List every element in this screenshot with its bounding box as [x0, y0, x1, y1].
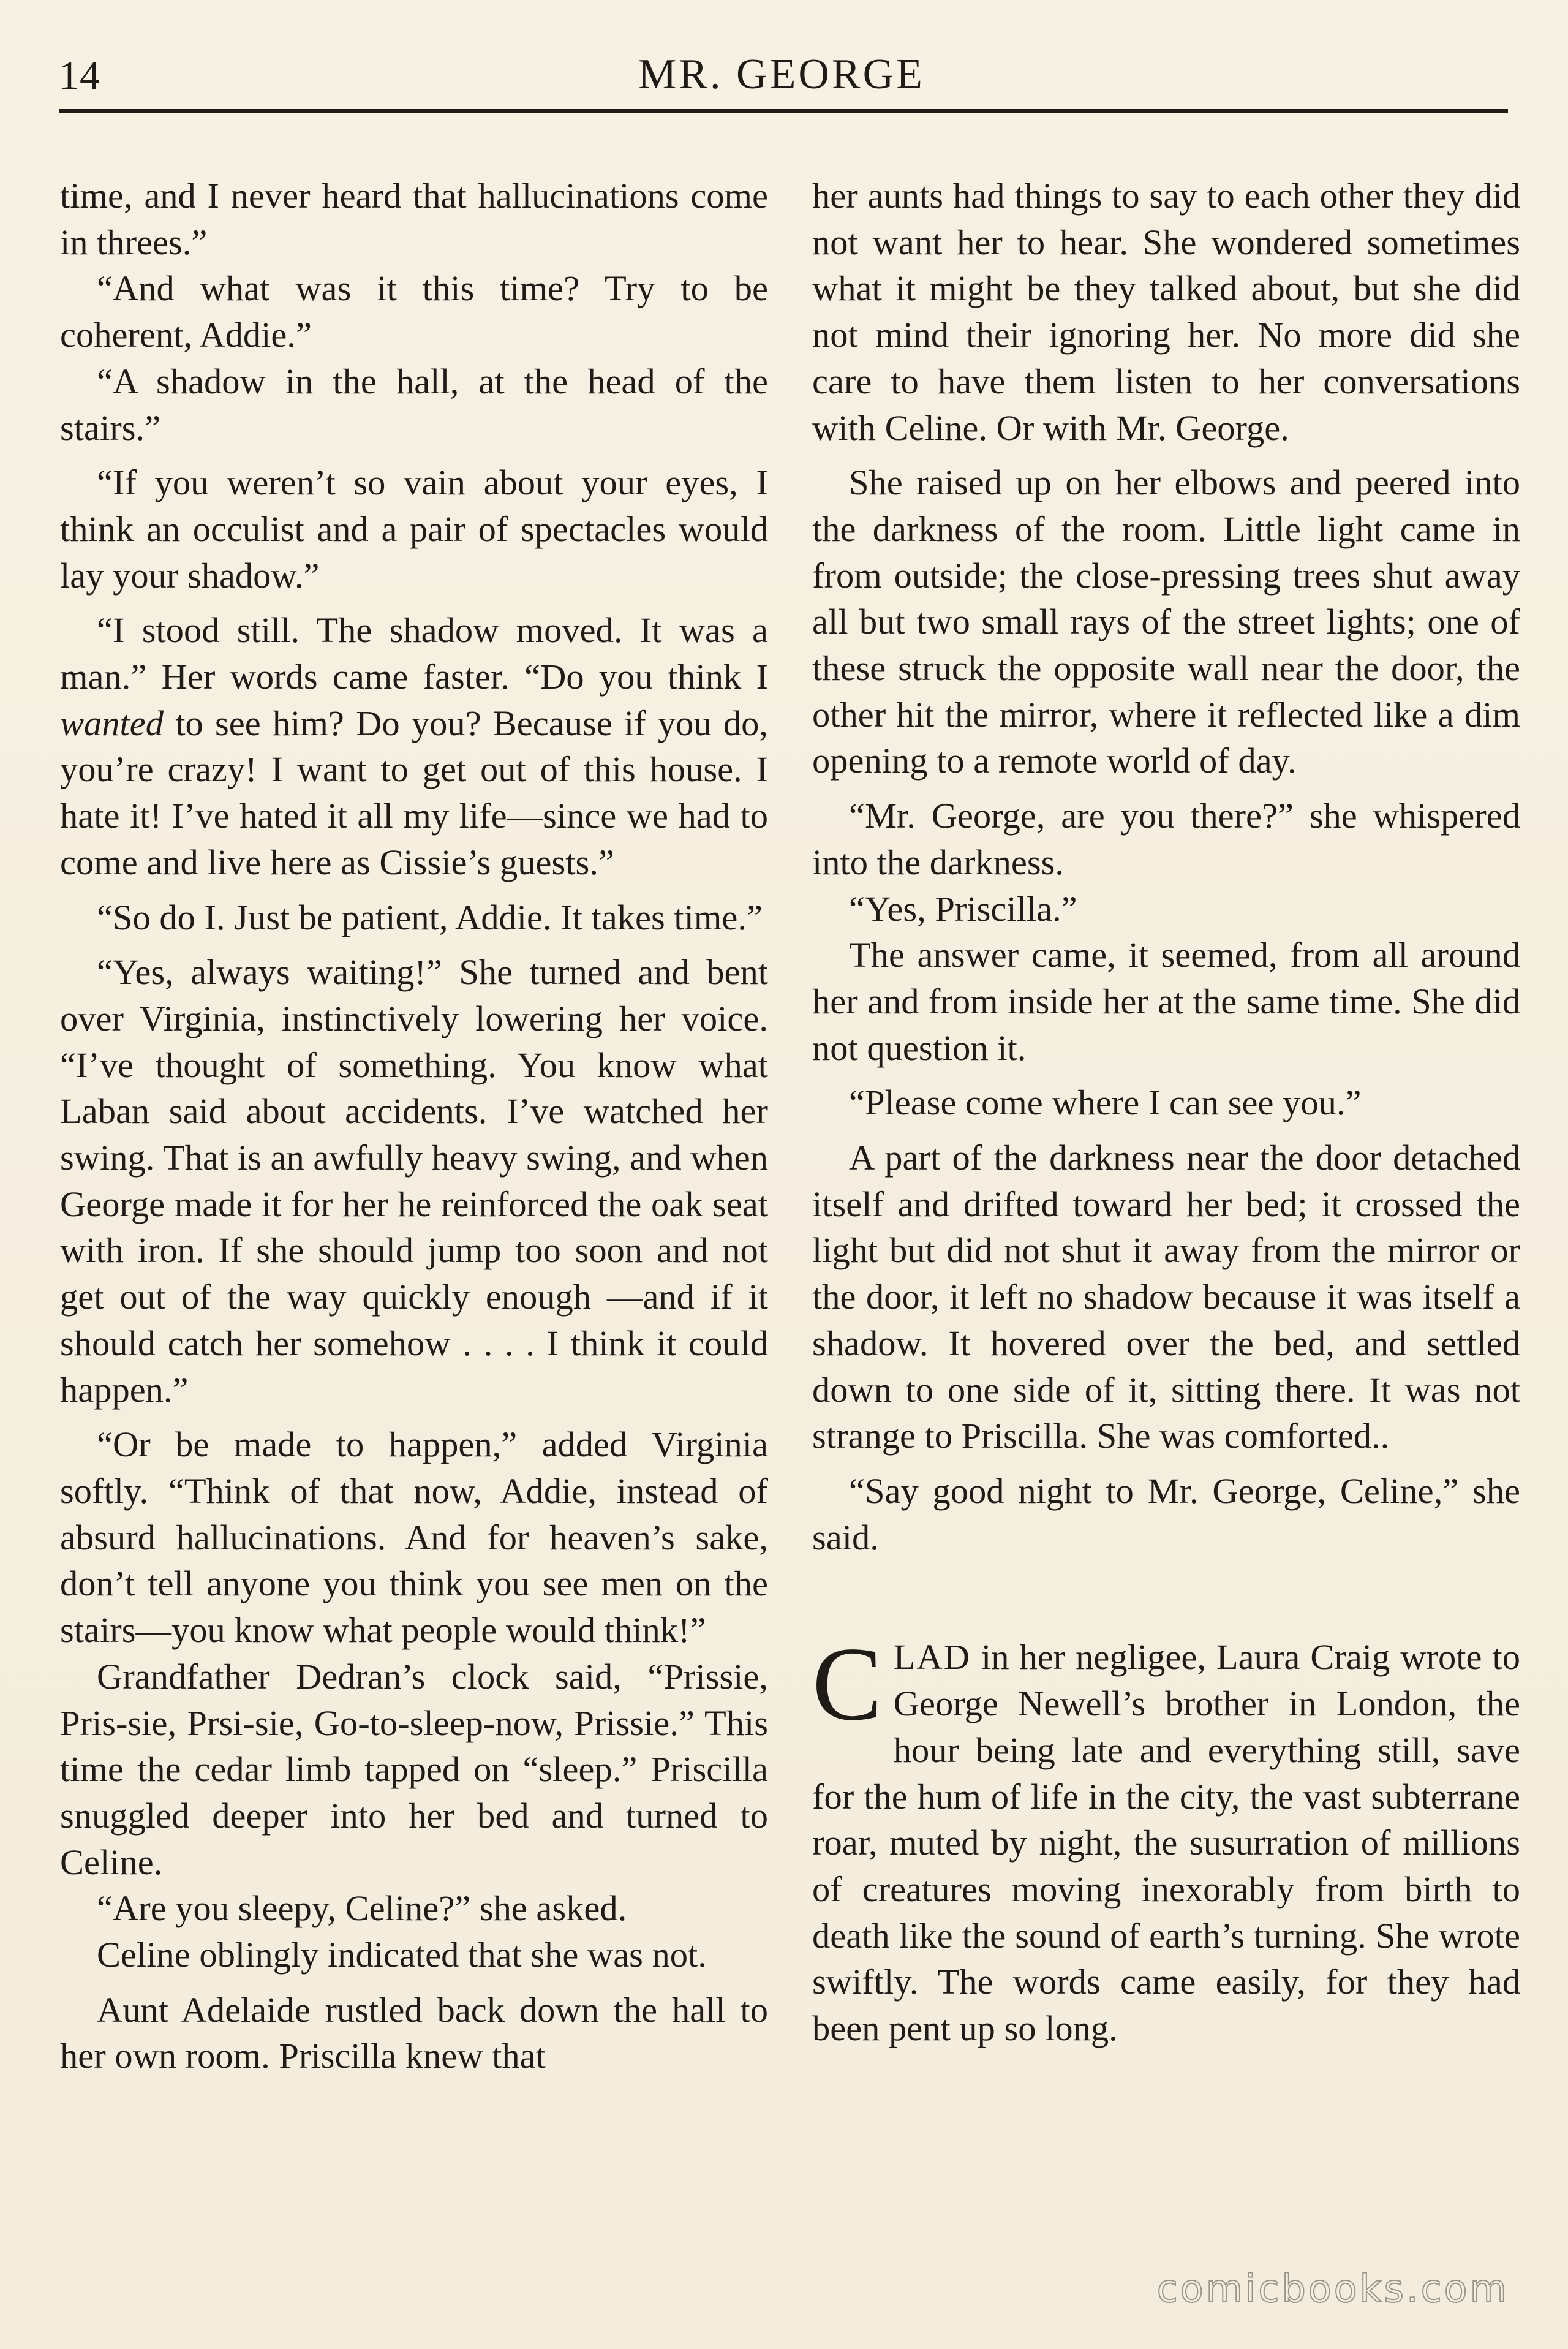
left-column: [60, 173, 768, 2079]
small-caps-lead: LAD: [893, 1637, 971, 1678]
paragraph: A part of the darkness near the door detached itself and drifted toward her bed; it crossed the light but did not shut it away from the mirror or the door, it left no shadow because it was itself a shadow. It hovered over the bed, and settled down to one side of it, sitting there. It was not strange to Priscilla. She was comforted..: [812, 1138, 1520, 1456]
paragraph: Grandfather Dedran’s clock said, “Prissie, Pris-sie, Prsi-sie, Go-to-sleep-now, Prissie.” This time the cedar limb tapped on “sleep.” Priscilla snuggled deeper into her bed and turned to Celine.: [60, 1656, 768, 1882]
drop-cap: C: [812, 1626, 883, 1743]
paragraph: Aunt Adelaide rustled back down the hall to her own room. Priscilla knew that: [60, 1989, 768, 2076]
paragraph: Celine oblingly indicated that she was not.: [97, 1935, 707, 1975]
paragraph: time, and I never heard that hallucinations come in threes.”: [60, 176, 768, 262]
watermark: comicbooks.com: [1156, 2266, 1509, 2311]
paragraph: She raised up on her elbows and peered into the darkness of the room. Little light came in from outside; the close-pressing trees shut away all but two small rays of the street lights; one of these struck the opposite wall near the door, the other hit the mirror, where it reflected like a dim opening to a remote world of day.: [812, 463, 1520, 781]
section-opening-paragraph: [812, 1626, 1520, 2051]
text-run: “I stood still. The shadow moved. It was a man.” Her words came faster. “Do you think I: [60, 610, 768, 697]
paragraph: “Please come where I can see you.”: [849, 1083, 1362, 1123]
header-rule: [59, 109, 1508, 113]
paragraph: “Yes, always waiting!” She turned and bent over Virginia, instinctively lowering her voice. “I’ve thought of something. You know what Laban said about accidents. I’ve watched her swing. That is an awfully heavy swing, and when George made it for her he reinforced the oak seat with iron. If she should jump too soon and not get out of the way quickly enough —and if it should catch her somehow . . . . I think it could happen.”: [60, 952, 768, 1410]
page-number: 14: [59, 53, 100, 98]
right-column: [812, 173, 1520, 2052]
paragraph: The answer came, it seemed, from all around her and from inside her at the same time. She did not question it.: [812, 935, 1520, 1068]
page-header: [59, 48, 1504, 115]
paragraph: her aunts had things to say to each other they did not want her to hear. She wondered sometimes what it might be they talked about, but she did not mind their ignoring her. No more did she care to have them listen to her conversations with Celine. Or with Mr. George.: [812, 176, 1520, 448]
paragraph: “If you weren’t so vain about your eyes, I think an occulist and a pair of spectacles would lay your shadow.”: [60, 463, 768, 596]
running-title: MR. GEORGE: [638, 51, 925, 98]
paragraph: “A shadow in the hall, at the head of the stairs.”: [60, 361, 768, 448]
paragraph: “Are you sleepy, Celine?” she asked.: [97, 1888, 627, 1929]
paragraph: “Yes, Priscilla.”: [849, 888, 1077, 929]
section-break: [812, 1560, 1520, 1634]
paragraph: “Mr. George, are you there?” she whispered into the darkness.: [812, 796, 1520, 882]
paragraph: [60, 607, 768, 885]
paragraph: “Say good night to Mr. George, Celine,” she said.: [812, 1470, 1520, 1557]
italic-text: wanted: [60, 703, 164, 743]
text-run: to see him? Do you? Because if you do, you’re crazy! I want to get out of this house. I hate it! I’ve hated it all my life—since we had to come and live here as Cissie’s guests.”: [60, 703, 768, 882]
paragraph: “Or be made to happen,” added Virginia softly. “Think of that now, Addie, instead of absurd hallucinations. And for heaven’s sake, don’t tell anyone you think you see men on the stairs—you know what people would think!”: [60, 1424, 768, 1651]
paragraph: “And what was it this time? Try to be coherent, Addie.”: [60, 268, 768, 355]
paragraph: “So do I. Just be patient, Addie. It takes time.”: [97, 897, 763, 937]
text-run: in her negligee, Laura Craig wrote to George Newell’s brother in London, the hour being late and everything still, save for the hum of life in the city, the vast subterrane roar, muted by night, the susurration of millions of creatures moving inexorably from birth to death like the sound of earth’s turning. She wrote swiftly. The words came easily, for they had been pent up so long.: [812, 1637, 1520, 2049]
